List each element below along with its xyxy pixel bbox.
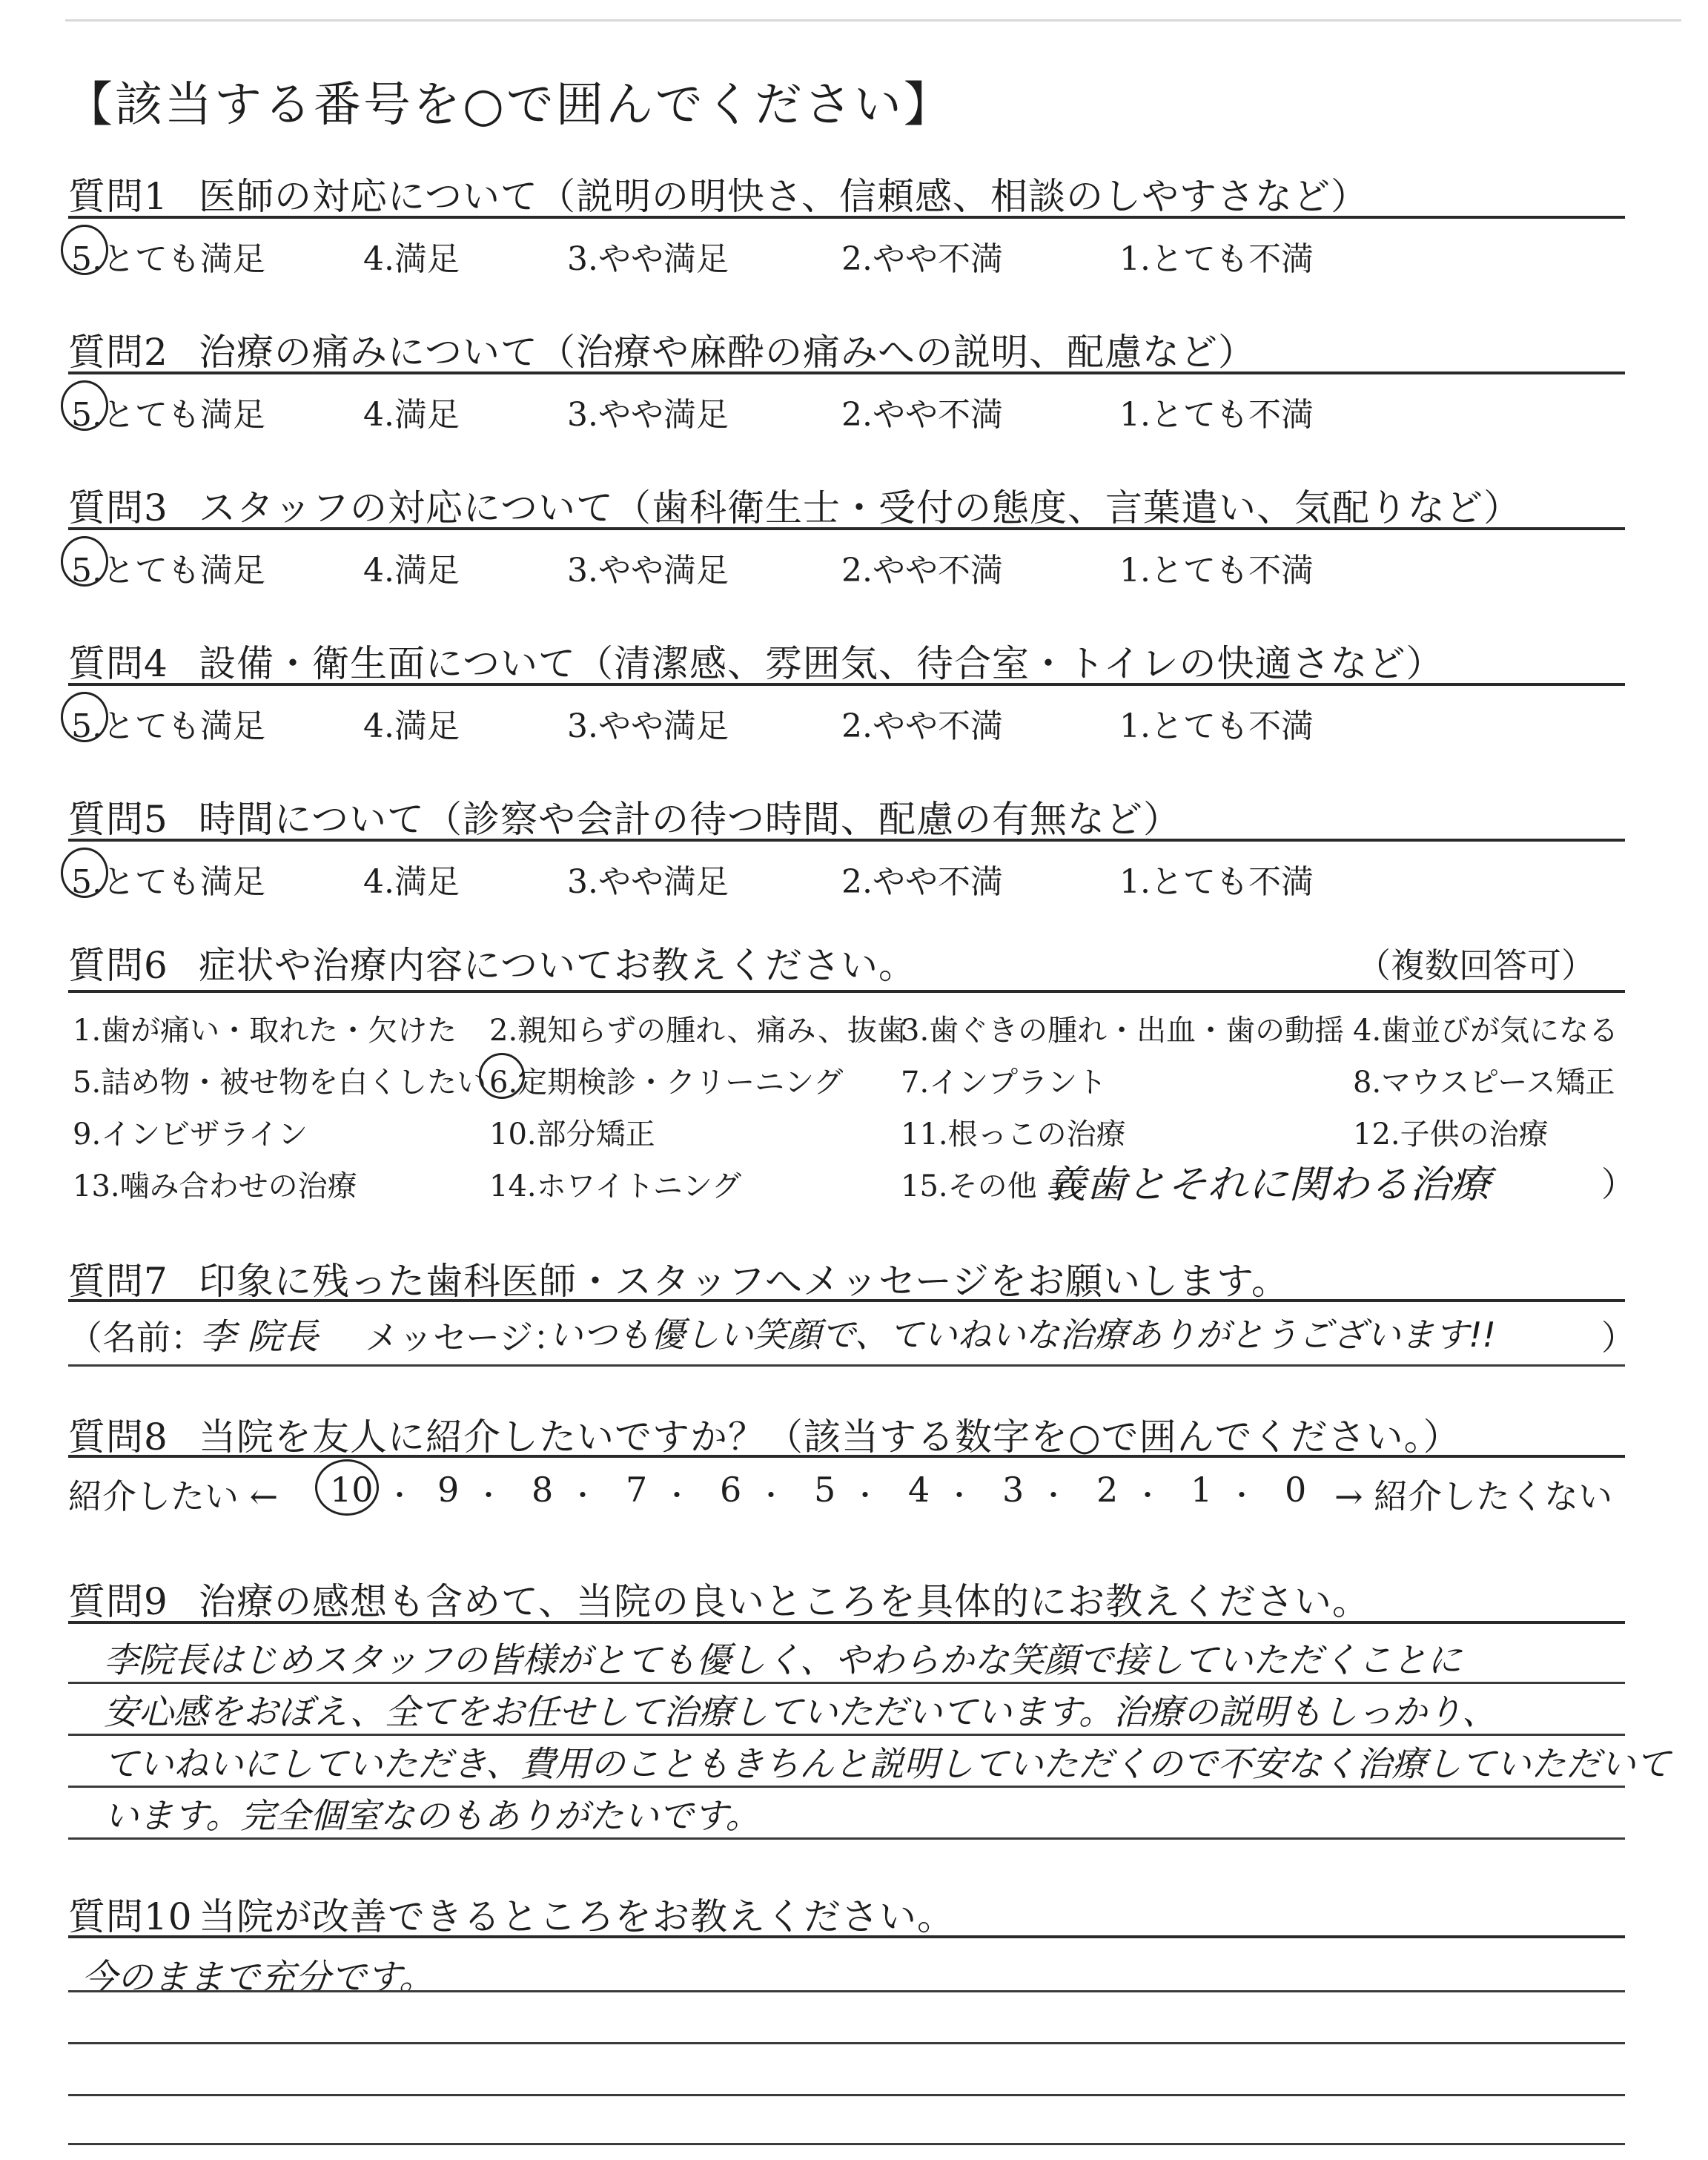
q7-message-handwritten: いつも優しい笑顔で、ていねいな治療ありがとうございます!! [549,1315,1496,1355]
q10-answer-rule [68,2042,1625,2044]
q9-answer-rule [68,1734,1625,1736]
q2-rule [68,371,1625,374]
q10-answer-rule [68,1990,1625,1992]
q9-handwritten-line: 安心感をおぼえ、全てをお任せして治療していただいています。治療の説明もしっかり、 [104,1692,1497,1733]
q9-title [68,1572,1370,1625]
q1-option-2[interactable]: 2.やや不満 [841,240,1003,278]
q6-option-15[interactable]: 15.その他（ [901,1169,1067,1203]
q9-answer-rule [68,1682,1625,1684]
q10-rule [68,1935,1625,1938]
q3-rule [68,527,1625,530]
q8-score-6[interactable]: 6 [720,1470,742,1510]
q10-number: 質問10 [68,1895,193,1938]
q8-title [68,1407,1461,1461]
q6-number: 質問6 [68,944,168,987]
q3-title [68,478,1521,532]
q2-option-2[interactable]: 2.やや不満 [841,396,1003,434]
q6-title [68,936,916,989]
q2-option-1[interactable]: 1.とても不満 [1119,396,1314,434]
q6-other-handwritten: 義歯とそれに関わる治療 [1045,1163,1491,1207]
q5-option-2[interactable]: 2.やや不満 [841,863,1003,901]
q5-option-5[interactable]: 5.とても満足 [71,863,265,901]
q4-option-1[interactable]: 1.とても不満 [1119,707,1314,745]
q1-number: 質問1 [68,175,168,218]
q6-other-close: ） [1601,1164,1635,1204]
q8-separator: ・ [1133,1479,1162,1512]
q8-left-label: 紹介したい ← [68,1476,279,1516]
q8-score-2[interactable]: 2 [1096,1470,1119,1510]
q3-selected-circle [61,536,108,587]
q6-option-7[interactable]: 7.インプラント [901,1066,1108,1100]
q6-text: 症状や治療内容についてお教えください。 [199,944,916,987]
q4-option-3[interactable]: 3.やや満足 [567,707,729,745]
q6-option-6[interactable]: 6.定期検診・クリーニング [489,1066,844,1100]
q8-separator: ・ [851,1479,880,1512]
q8-separator: ・ [1228,1479,1257,1512]
q5-title [68,790,1181,843]
q8-score-10[interactable]: 10 [330,1470,374,1510]
q8-score-0[interactable]: 0 [1285,1470,1307,1510]
q6-rule [68,990,1625,993]
q8-score-9[interactable]: 9 [437,1470,460,1510]
q5-option-1[interactable]: 1.とても不満 [1119,863,1314,901]
q8-score-8[interactable]: 8 [532,1470,554,1510]
q9-rule [68,1621,1625,1624]
q5-option-3[interactable]: 3.やや満足 [567,863,729,901]
q8-separator: ・ [474,1479,503,1512]
q6-selected-circle [479,1053,525,1099]
q2-title [68,323,1256,376]
q1-option-1[interactable]: 1.とても不満 [1119,240,1314,278]
q2-option-4[interactable]: 4.満足 [363,396,460,434]
q2-option-5[interactable]: 5.とても満足 [71,396,265,434]
q3-option-4[interactable]: 4.満足 [363,552,460,589]
q3-option-3[interactable]: 3.やや満足 [567,552,729,589]
q9-text: 治療の感想も含めて、当院の良いところを具体的にお教えください。 [199,1580,1370,1623]
q6-option-4[interactable]: 4.歯並びが気になる [1353,1014,1619,1048]
q1-title [68,167,1368,220]
q4-option-4[interactable]: 4.満足 [363,707,460,745]
q7-message-label: メッセージ： [365,1318,568,1358]
q10-text: 当院が改善できるところをお教えください。 [199,1895,955,1938]
q6-option-10[interactable]: 10.部分矯正 [489,1117,655,1152]
q3-option-1[interactable]: 1.とても不満 [1119,552,1314,589]
q6-option-5[interactable]: 5.詰め物・被せ物を白くしたい [73,1066,487,1100]
q8-score-4[interactable]: 4 [908,1470,930,1510]
q7-name-handwritten: 李 院長 [200,1316,319,1358]
q10-answer-rule [68,2143,1625,2145]
q1-text: 医師の対応について（説明の明快さ、信頼感、相談のしやすさなど） [199,175,1368,218]
q6-option-9[interactable]: 9.インビザライン [73,1117,308,1152]
q7-bottom-rule [68,1364,1625,1367]
q8-rule [68,1455,1625,1458]
q4-selected-circle [61,692,108,742]
q3-number: 質問3 [68,486,168,529]
q2-text: 治療の痛みについて（治療や麻酔の痛みへの説明、配慮など） [199,331,1256,374]
q8-separator: ・ [385,1479,414,1512]
q2-selected-circle [61,380,108,431]
q1-selected-circle [61,225,108,275]
q9-handwritten-line: ていねいにしていただき、費用のこともきちんと説明していただくので不安なく治療していただいて [104,1744,1671,1785]
q5-selected-circle [61,848,108,898]
q4-text: 設備・衛生面について（清潔感、雰囲気、待合室・トイレの快適さなど） [199,642,1444,685]
q8-separator: ・ [945,1479,974,1512]
q4-title [68,634,1444,687]
q9-number: 質問9 [68,1580,168,1623]
q2-option-3[interactable]: 3.やや満足 [567,396,729,434]
q10-answer-rule [68,2094,1625,2096]
q5-number: 質問5 [68,798,168,841]
q6-note: （複数回答可） [1357,945,1595,985]
q6-option-11[interactable]: 11.根っこの治療 [901,1117,1126,1152]
q1-option-3[interactable]: 3.やや満足 [567,240,729,278]
q3-option-2[interactable]: 2.やや不満 [841,552,1003,589]
q7-rule [68,1299,1625,1302]
q4-number: 質問4 [68,642,168,685]
q8-score-7[interactable]: 7 [626,1470,648,1510]
q7-close: ） [1601,1318,1635,1358]
q6-option-2[interactable]: 2.親知らずの腫れ、痛み、抜歯 [489,1014,907,1048]
form-heading: 【該当する番号を○で囲んでください】 [65,78,953,133]
q9-handwritten-line: 李院長はじめスタッフの皆様がとても優しく、やわらかな笑顔で接していただくことに [104,1640,1463,1681]
q9-answer-rule [68,1837,1625,1840]
q8-score-5[interactable]: 5 [814,1470,836,1510]
q6-option-3[interactable]: 3.歯ぐきの腫れ・出血・歯の動揺 [901,1014,1345,1048]
q8-separator: ・ [569,1479,598,1512]
q8-selected-circle [315,1459,379,1516]
q7-number: 質問7 [68,1260,168,1303]
q1-option-5[interactable]: 5.とても満足 [71,240,265,278]
q6-option-12[interactable]: 12.子供の治療 [1353,1117,1549,1152]
q8-separator: ・ [757,1479,786,1512]
top-border [65,19,1681,22]
q8-right-label: → 紹介したくない [1334,1476,1613,1516]
q8-separator: ・ [1039,1479,1068,1512]
q7-text: 印象に残った歯科医師・スタッフへメッセージをお願いします。 [199,1260,1289,1303]
q8-score-1[interactable]: 1 [1191,1470,1213,1510]
q6-option-1[interactable]: 1.歯が痛い・取れた・欠けた [73,1014,457,1048]
q5-rule [68,839,1625,842]
q6-option-13[interactable]: 13.噛み合わせの治療 [73,1169,357,1203]
q10-handwritten-line: 今のままで充分です。 [82,1957,435,1998]
q5-option-4[interactable]: 4.満足 [363,863,460,901]
q2-number: 質問2 [68,331,168,374]
q3-text: スタッフの対応について（歯科衛生士・受付の態度、言葉遣い、気配りなど） [199,486,1521,529]
q1-rule [68,216,1625,219]
q4-option-5[interactable]: 5.とても満足 [71,707,265,745]
q9-answer-rule [68,1786,1625,1788]
q7-name-label: （名前： [68,1318,205,1358]
q4-option-2[interactable]: 2.やや不満 [841,707,1003,745]
q8-text: 当院を友人に紹介したいですか？（該当する数字を○で囲んでください。） [199,1416,1461,1459]
q5-text: 時間について（診察や会計の待つ時間、配慮の有無など） [199,798,1181,841]
q7-title [68,1252,1289,1305]
q8-separator: ・ [663,1479,692,1512]
q1-option-4[interactable]: 4.満足 [363,240,460,278]
q6-option-14[interactable]: 14.ホワイトニング [489,1169,742,1203]
q10-title [68,1887,955,1941]
q3-option-5[interactable]: 5.とても満足 [71,552,265,589]
q8-number: 質問8 [68,1416,168,1459]
q4-rule [68,683,1625,686]
q8-score-3[interactable]: 3 [1002,1470,1025,1510]
q9-handwritten-line: います。完全個室なのもありがたいです。 [104,1796,761,1837]
q6-option-8[interactable]: 8.マウスピース矯正 [1353,1066,1615,1100]
